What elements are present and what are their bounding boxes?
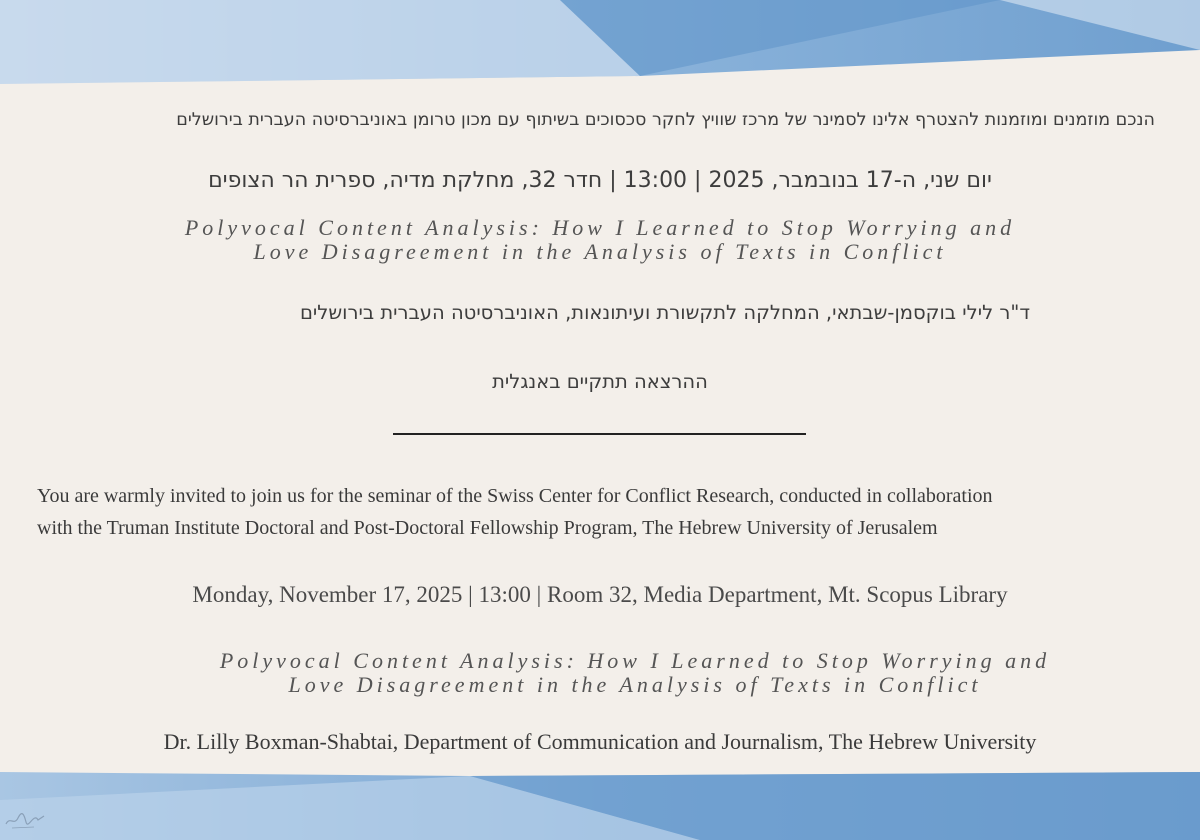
english-section-talk-title-line2: Love Disagreement in the Analysis of Texts in Conflict xyxy=(288,672,982,697)
english-date-line: Monday, November 17, 2025 | 13:00 | Room 32, Media Department, Mt. Scopus Library xyxy=(192,582,1008,607)
hebrew-speaker-line: ד"ר לילי בוקסמן-שבתאי, המחלקה לתקשורת ועיתונאות, האוניברסיטה העברית בירושלים xyxy=(299,301,1030,324)
hebrew-date-line: יום שני, ה-17 בנובמבר, 2025 | 13:00 | חדר 32, מחלקת מדיה, ספרית הר הצופים xyxy=(208,168,992,193)
hebrew-section-talk-title-line2: Love Disagreement in the Analysis of Texts in Conflict xyxy=(253,239,947,264)
signature-mark xyxy=(4,806,48,832)
english-section-talk-title-line1: Polyvocal Content Analysis: How I Learned to Stop Worrying and xyxy=(219,648,1051,673)
section-divider xyxy=(393,433,806,435)
hebrew-language-note: ההרצאה תתקיים באנגלית xyxy=(492,370,708,393)
english-invitation-line1: You are warmly invited to join us for the seminar of the Swiss Center for Conflict Research, conducted in collaboration xyxy=(37,485,993,507)
hebrew-invitation-text: הנכם מוזמנים ומוזמנות להצטרף אלינו לסמינר של מרכז שוויץ לחקר סכסוכים בשיתוף עם מכון טרומן באוניברסיטה העברית בירושלים xyxy=(176,110,1155,130)
english-invitation-line2: with the Truman Institute Doctoral and Post-Doctoral Fellowship Program, The Hebrew University of Jerusalem xyxy=(37,517,938,539)
hebrew-section-talk-title-line1: Polyvocal Content Analysis: How I Learned to Stop Worrying and xyxy=(184,215,1016,240)
english-speaker-line: Dr. Lilly Boxman-Shabtai, Department of Communication and Journalism, The Hebrew University xyxy=(163,729,1037,754)
top-band-facet-left xyxy=(0,0,640,84)
